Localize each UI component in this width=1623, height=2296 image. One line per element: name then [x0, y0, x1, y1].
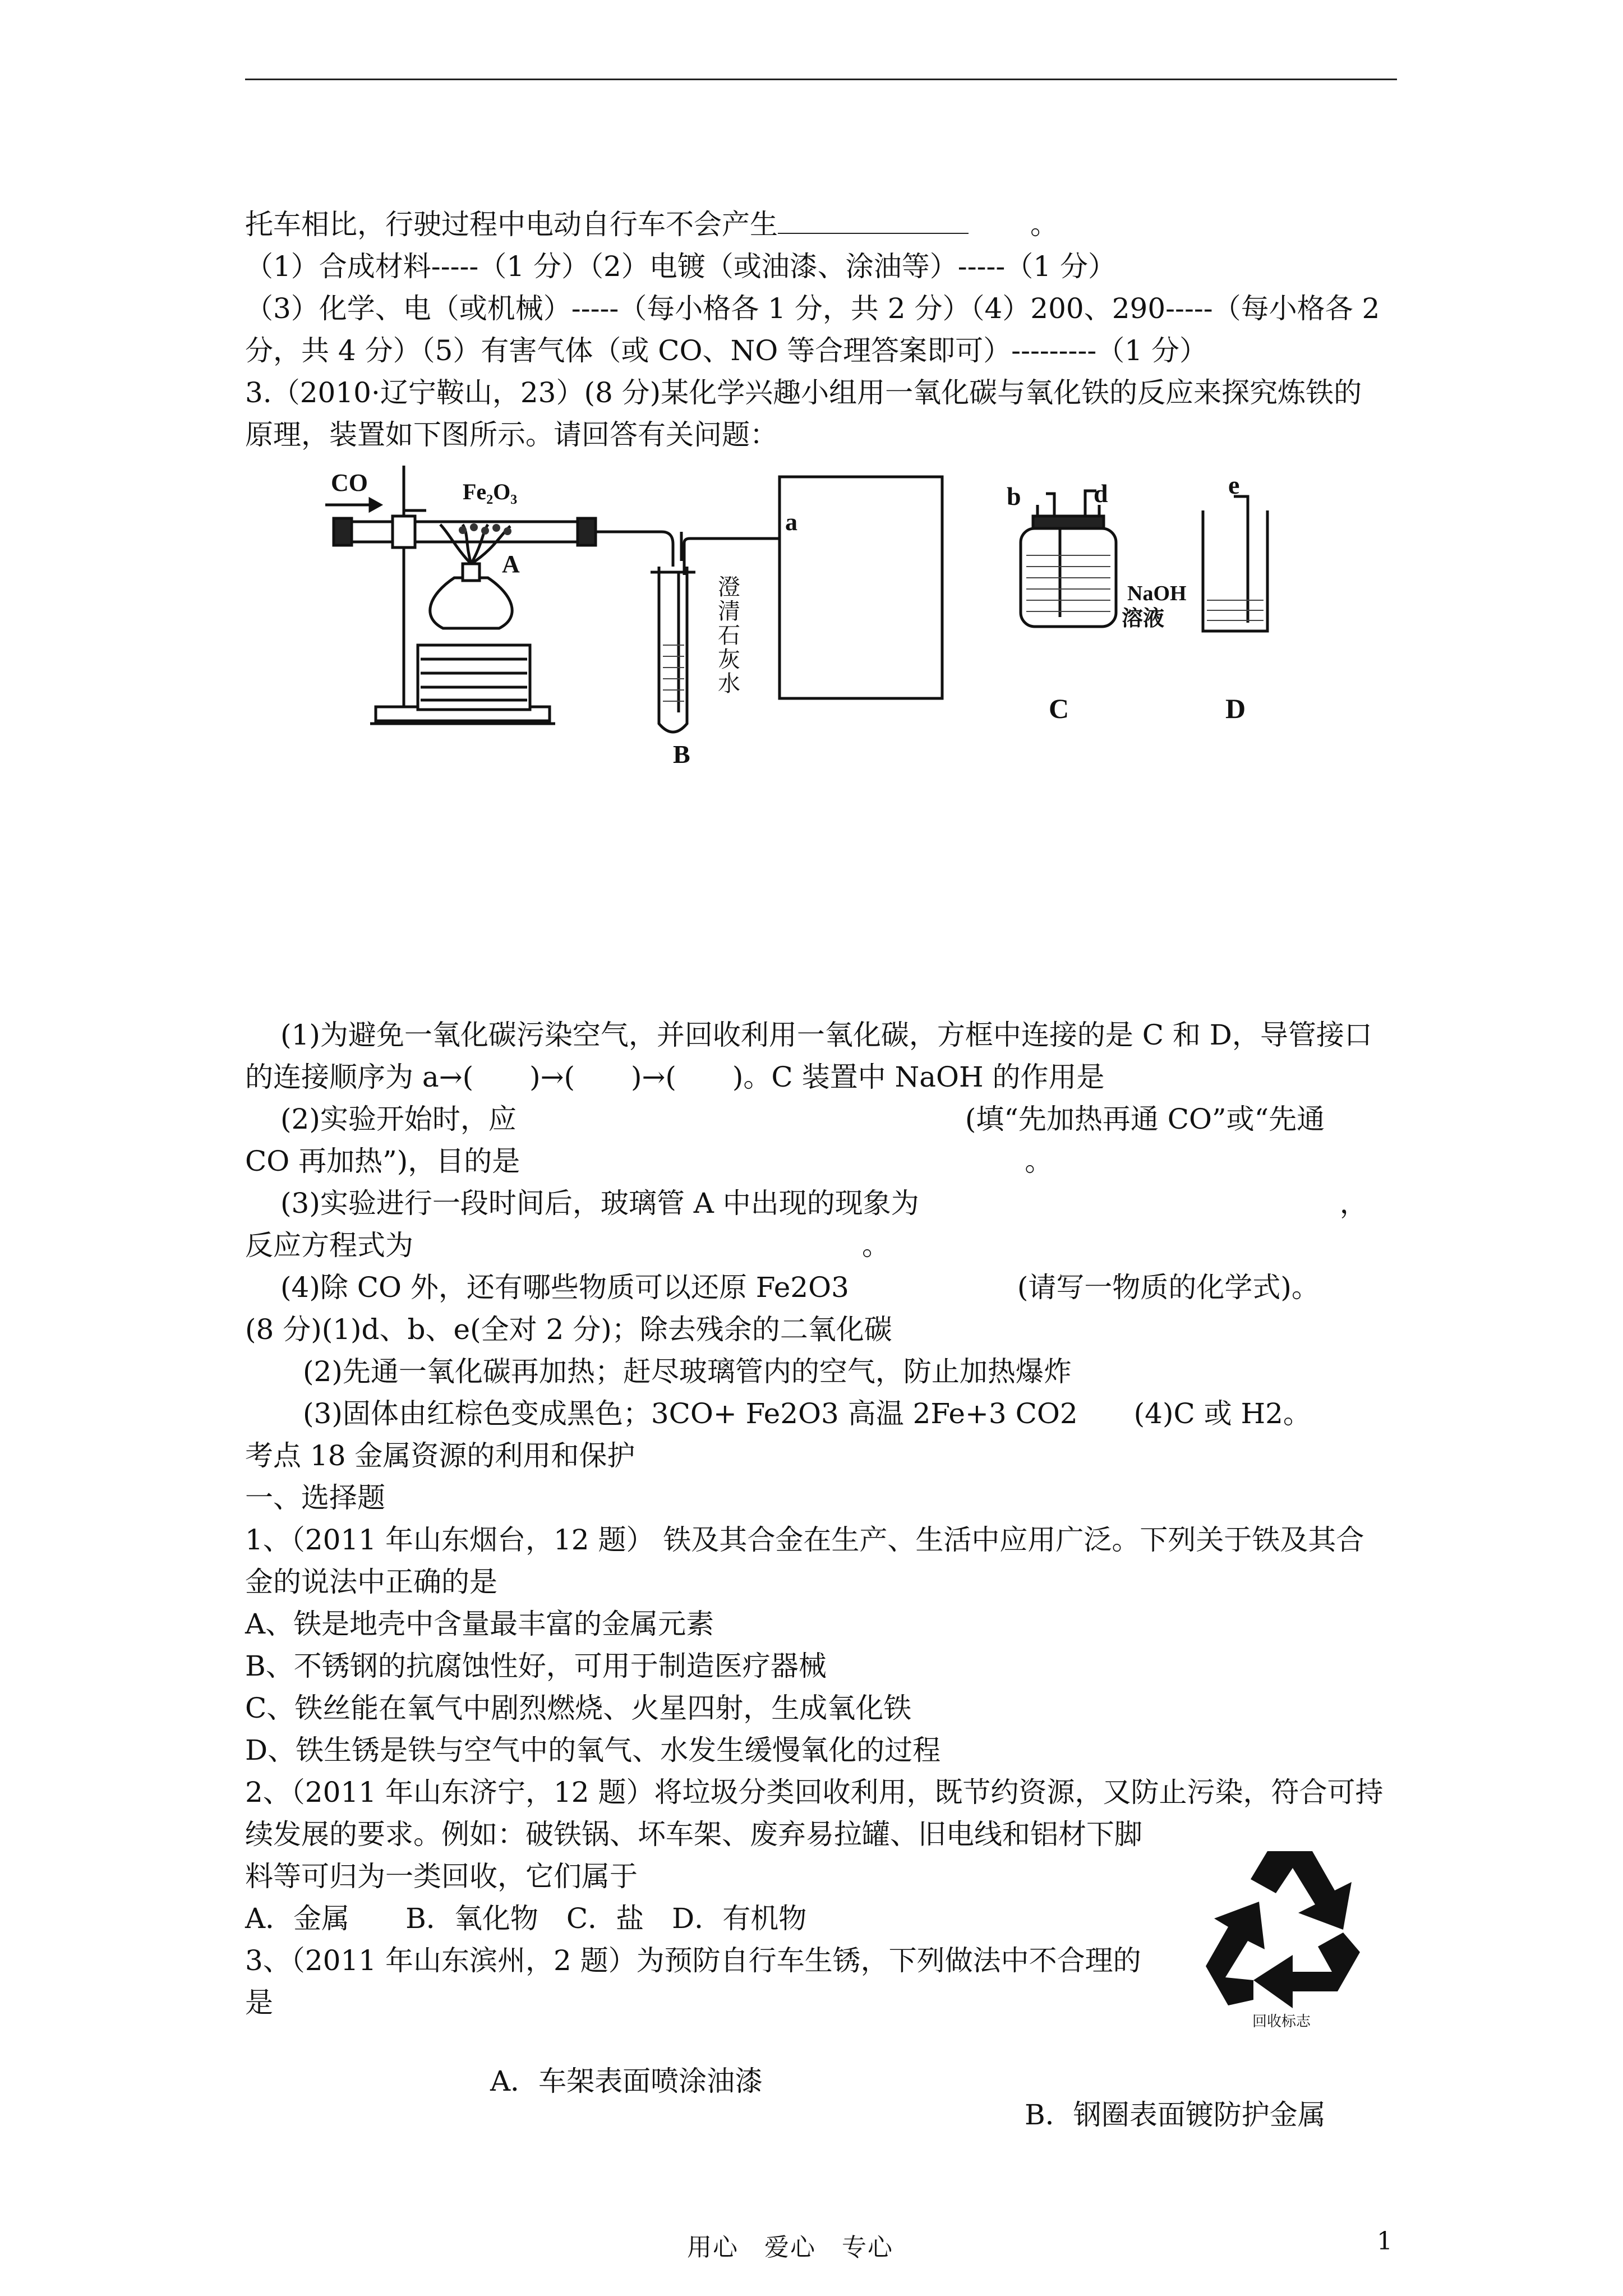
text-line: 是 — [245, 1986, 273, 2019]
section-heading: 一、选择题 — [245, 1481, 385, 1514]
label-limewater: 清 — [718, 599, 740, 624]
label-e: e — [1228, 471, 1240, 499]
option-line: B、不锈钢的抗腐蚀性好，可用于制造医疗器械 — [245, 1650, 827, 1682]
label-fe2o3: Fe₂O₃ — [463, 479, 518, 504]
label-a: a — [785, 508, 797, 536]
text-line: 原理，装置如下图所示。请回答有关问题： — [245, 418, 778, 451]
text-line: 2、（2011 年山东济宁，12 题）将垃圾分类回收利用，既节约资源，又防止污染，符合可持 — [245, 1776, 1384, 1809]
question-3-options — [245, 2031, 1397, 2132]
text-line: 3、（2011 年山东滨州，2 题）为预防自行车生锈，下列做法中不合理的 — [245, 1944, 1141, 1977]
text-line: 的连接顺序为 a→( )→( )→( )。C 装置中 NaOH 的作用是 — [245, 1061, 1105, 1093]
text-line: （1）合成材料-----（1 分）（2）电镀（或油漆、涂油等）-----（1 分） — [245, 250, 1116, 283]
label-limewater: 水 — [718, 671, 740, 696]
header-rule — [245, 79, 1397, 80]
apparatus-figure — [314, 460, 1380, 763]
label-limewater: 石 — [718, 623, 740, 648]
answer-line: (3)固体由红棕色变成黑色；3CO+ Fe2O3 高温 2Fe+3 CO2 (4)C 或 H2。 — [303, 1397, 1311, 1430]
text-line: 料等可归为一类回收，它们属于 — [245, 1860, 638, 1893]
text-line: CO 再加热”)，目的是 。 — [245, 1145, 1053, 1177]
text-line: 反应方程式为 。 — [245, 1229, 890, 1262]
option-line: A．金属 B．氧化物 C．盐 D．有机物 — [245, 1902, 807, 1935]
answer-blank — [778, 208, 969, 234]
label-b: b — [1007, 482, 1021, 510]
text-line: 托车相比，行驶过程中电动自行车不会产生 。 — [245, 208, 1058, 241]
label-C: C — [1049, 693, 1069, 724]
option-b: B．钢圈表面镀防护金属 — [1025, 2099, 1326, 2131]
label-solution: 溶液 — [1122, 607, 1165, 631]
label-B: B — [673, 740, 690, 763]
answer-line: (8 分)(1)d、b、e(全对 2 分)；除去残余的二氧化碳 — [245, 1313, 892, 1346]
option-a: A．车架表面喷涂油漆 — [490, 2065, 763, 2097]
label-limewater: 澄 — [718, 574, 740, 600]
section-heading: 考点 18 金属资源的利用和保护 — [245, 1439, 635, 1472]
page-number: 1 — [1377, 2227, 1393, 2256]
text-line: 分，共 4 分）（5）有害气体（或 CO、NO 等合理答案即可）---------（1 分） — [245, 334, 1207, 367]
text-line: 续发展的要求。例如：破铁锅、坏车架、废弃易拉罐、旧电线和铝材下脚 — [245, 1818, 1142, 1851]
label-limewater: 灰 — [718, 647, 740, 672]
option-line: C、铁丝能在氧气中剧烈燃烧、火星四射，生成氧化铁 — [245, 1692, 912, 1724]
question-3-title: 3.（2010·辽宁鞍山，23）(8 分)某化学兴趣小组用一氧化碳与氧化铁的反应来探究炼铁的 — [245, 376, 1362, 409]
recycle-icon — [1183, 1840, 1374, 2031]
text-line: (1)为避免一氧化碳污染空气，并回收利用一氧化碳，方框中连接的是 C 和 D，导管接口 — [280, 1019, 1372, 1051]
recycle-caption: 回收标志 — [1252, 2013, 1311, 2030]
page-footer: 用心 爱心 专心 — [687, 2233, 893, 2262]
text-line: 1、（2011 年山东烟台，12 题） 铁及其合金在生产、生活中应用广泛。下列关于铁及其合 — [245, 1524, 1364, 1556]
text-line: (4)除 CO 外，还有哪些物质可以还原 Fe2O3 (请写一物质的化学式)。 — [280, 1271, 1320, 1304]
text-line: 金的说法中正确的是 — [245, 1566, 497, 1598]
text-line: （3）化学、电（或机械）-----（每小格各 1 分，共 2 分）（4）200、290-----（每小格各 2 — [245, 292, 1380, 325]
option-line: D、铁生锈是铁与空气中的氧气、水发生缓慢氧化的过程 — [245, 1734, 941, 1766]
label-d: d — [1094, 479, 1108, 508]
label-co: CO — [331, 469, 368, 496]
answer-line: (2)先通一氧化碳再加热；赶尽玻璃管内的空气，防止加热爆炸 — [303, 1355, 1072, 1388]
label-naoh: NaOH — [1127, 582, 1187, 605]
text-line: (2)实验开始时，应 (填“先加热再通 CO”或“先通 — [280, 1103, 1325, 1135]
label-D: D — [1225, 693, 1246, 724]
option-line: A、铁是地壳中含量最丰富的金属元素 — [245, 1608, 714, 1640]
label-A: A — [502, 550, 520, 578]
text-line: (3)实验进行一段时间后，玻璃管 A 中出现的现象为 ， — [280, 1187, 1368, 1220]
